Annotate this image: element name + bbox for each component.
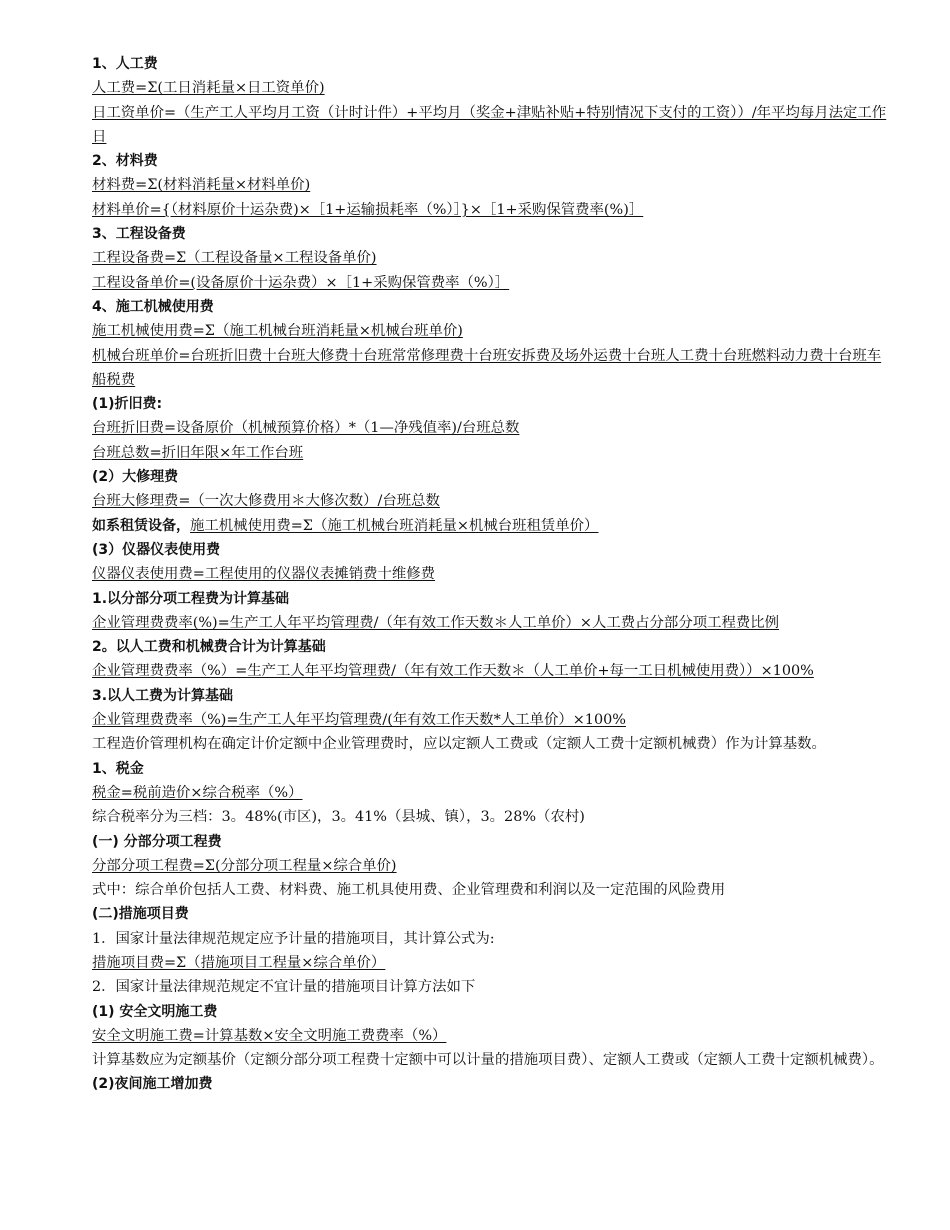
formula: 措施项目费=Σ（措施项目工程量×综合单价） xyxy=(92,954,386,971)
formula-line xyxy=(92,708,892,732)
formula: 人工费=Σ(工日消耗量×日工资单价) xyxy=(92,80,325,97)
formula-line xyxy=(92,344,892,393)
heading-text: 3、工程设备费 xyxy=(92,226,186,243)
section-heading xyxy=(92,757,892,781)
formula-line xyxy=(92,173,892,197)
heading-text: 4、施工机械使用费 xyxy=(92,298,214,315)
section-heading xyxy=(92,392,892,416)
formula-line xyxy=(92,198,892,222)
formula: 企业管理费费率（%）=生产工人年平均管理费/（年有效工作天数＊（人工单价+每一工日机械使用费））×100% xyxy=(92,663,814,680)
heading-text: (3）仪器仪表使用费 xyxy=(92,541,221,558)
formula-line xyxy=(92,611,892,635)
section-heading xyxy=(92,830,892,854)
formula-line xyxy=(92,101,892,150)
formula-line xyxy=(92,76,892,100)
section-heading xyxy=(92,902,892,926)
formula-line xyxy=(92,951,892,975)
formula: 工程设备费=Σ（工程设备量×工程设备单价) xyxy=(92,250,377,267)
formula-line xyxy=(92,441,892,465)
formula: 台班大修理费=（一次大修费用＊大修次数）/台班总数 xyxy=(92,493,440,510)
section-heading xyxy=(92,587,892,611)
heading-text: 2。以人工费和机械费合计为计算基础 xyxy=(92,639,326,656)
paragraph-line xyxy=(92,805,892,829)
formula-line xyxy=(92,854,892,878)
paragraph-line xyxy=(92,927,892,951)
formula: 分部分项工程费=Σ(分部分项工程量×综合单价) xyxy=(92,857,397,874)
heading-text: (二)措施项目费 xyxy=(92,906,189,923)
formula: 施工机械使用费=Σ（施工机械台班消耗量×机械台班单价) xyxy=(92,323,463,340)
heading-text: (1)折旧费: xyxy=(92,396,163,413)
formula: 台班折旧费=设备原价（机械预算价格）*（1—净残值率)/台班总数 xyxy=(92,420,520,437)
formula: 企业管理费费率（%)=生产工人年平均管理费/(年有效工作天数*人工单价）×100% xyxy=(92,712,626,729)
section-heading xyxy=(92,684,892,708)
formula-line xyxy=(92,1024,892,1048)
paragraph-text: 2．国家计量法律规范规定不宜计量的措施项目计算方法如下 xyxy=(92,979,476,996)
heading-text: 1、税金 xyxy=(92,760,144,777)
formula-line xyxy=(92,319,892,343)
paragraph-text: 综合税率分为三档：3。48%(市区)，3。41%（县城、镇），3。28%（农村) xyxy=(92,809,585,826)
section-heading xyxy=(92,538,892,562)
section-heading xyxy=(92,1000,892,1024)
document-body xyxy=(92,52,892,1097)
section-heading xyxy=(92,295,892,319)
formula-line xyxy=(92,246,892,270)
formula: 企业管理费费率(%)=生产工人年平均管理费/（年有效工作天数＊人工单价）×人工费占分部分项工程费比例 xyxy=(92,614,780,631)
formula: 工程设备单价=(设备原价十运杂费）×［1+采购保管费率（%）］ xyxy=(92,274,510,291)
section-heading xyxy=(92,1072,892,1096)
formula: 台班总数=折旧年限×年工作台班 xyxy=(92,444,304,461)
paragraph-line xyxy=(92,975,892,999)
paragraph-text: 计算基数应为定额基价（定额分部分项工程费十定额中可以计量的措施项目费）、定额人工费或（定额人工费十定额机械费）。 xyxy=(92,1052,884,1069)
text-line-mixed xyxy=(92,514,892,538)
heading-text: 1、人工费 xyxy=(92,56,158,72)
formula: 机械台班单价=台班折旧费十台班大修费十台班常常修理费十台班安拆费及场外运费十台班人工费十台班燃料动力费十台班车船税费 xyxy=(92,347,882,388)
section-heading xyxy=(92,52,892,76)
formula: 日工资单价=（生产工人平均月工资（计时计件）+平均月（奖金+津贴补贴+特别情况下支付的工资））/年平均每月法定工作日 xyxy=(92,104,887,145)
heading-text: 3.以人工费为计算基础 xyxy=(92,687,234,704)
formula: 仪器仪表使用费=工程使用的仪器仪表摊销费十维修费 xyxy=(92,566,436,583)
heading-text: (一) 分部分项工程费 xyxy=(92,833,222,850)
heading-text: (2）大修理费 xyxy=(92,469,179,486)
formula-line xyxy=(92,489,892,513)
formula: 施工机械使用费=Σ（施工机械台班消耗量×机械台班租赁单价） xyxy=(190,517,599,534)
formula-line xyxy=(92,659,892,683)
formula: 税金=税前造价×综合税率（%） xyxy=(92,784,303,801)
heading-text: (1) 安全文明施工费 xyxy=(92,1003,218,1020)
section-heading xyxy=(92,149,892,173)
section-heading xyxy=(92,222,892,246)
paragraph-line xyxy=(92,1048,892,1072)
paragraph-text: 1．国家计量法律规范规定应予计量的措施项目，其计算公式为: xyxy=(92,930,495,947)
formula-line xyxy=(92,562,892,586)
section-heading xyxy=(92,635,892,659)
formula-line xyxy=(92,781,892,805)
formula-line xyxy=(92,416,892,440)
formula-line xyxy=(92,271,892,295)
paragraph-line xyxy=(92,878,892,902)
paragraph-text: 工程造价管理机构在确定计价定额中企业管理费时，应以定额人工费或（定额人工费十定额机械费）作为计算基数。 xyxy=(92,736,826,753)
bold-lead: 如系租赁设备， xyxy=(92,517,190,534)
heading-text: (2)夜间施工增加费 xyxy=(92,1076,213,1093)
formula: 安全文明施工费=计算基数×安全文明施工费费率（%） xyxy=(92,1027,447,1044)
formula: 材料单价={（材料原价十运杂费)×［1+运输损耗率（%）］}×［1+采购保管费率(%)］ xyxy=(92,201,644,218)
formula: 材料费=Σ(材料消耗量×材料单价) xyxy=(92,177,311,194)
paragraph-line xyxy=(92,732,892,756)
heading-text: 2、材料费 xyxy=(92,153,158,170)
section-heading xyxy=(92,465,892,489)
paragraph-text: 式中：综合单价包括人工费、材料费、施工机具使用费、企业管理费和利润以及一定范围的风险费用 xyxy=(92,882,726,899)
heading-text: 1.以分部分项工程费为计算基础 xyxy=(92,590,290,607)
